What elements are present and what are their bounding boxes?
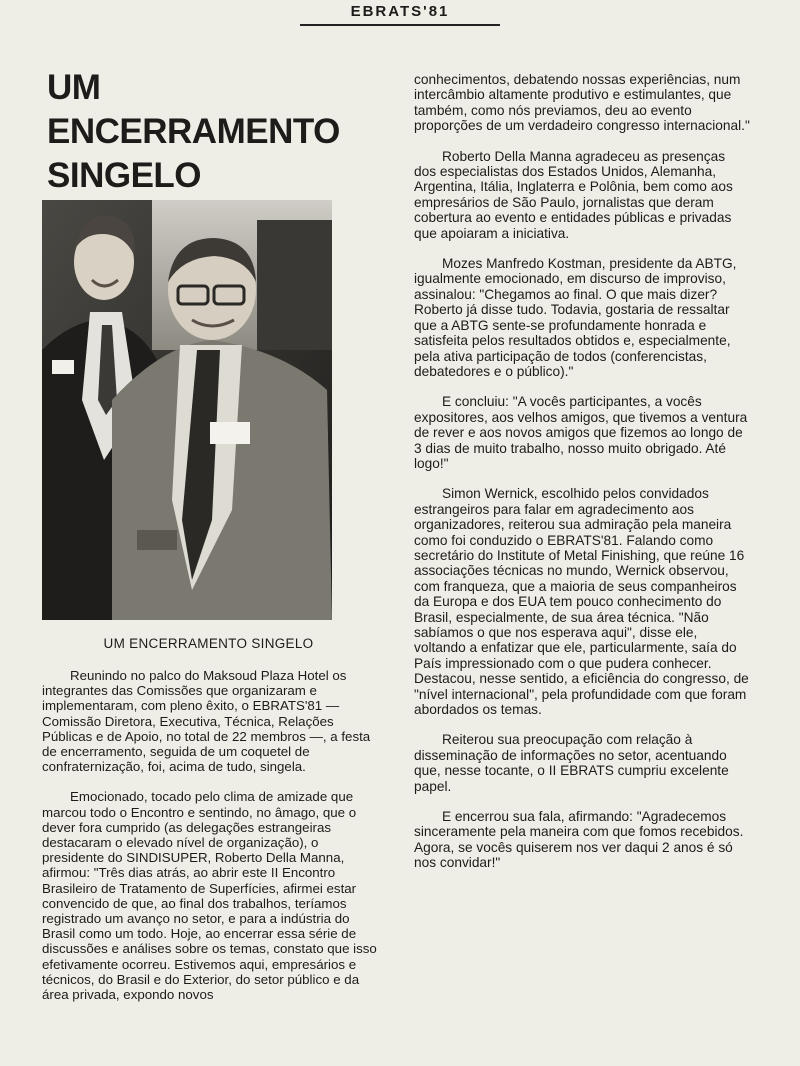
running-header: EBRATS'81 [300,0,500,26]
article-column-right [414,72,750,886]
paragraph: Emocionado, tocado pelo clima de amizade que marcou todo o Encontro e sentindo, no âmago, que o dever fora cumprido (as delegações estrangeiras destacaram o elevado nível de organização), o presidente do SINDISUPER, Roberto Della Manna, afirmou: "Três dias atrás, ao abrir este II Encontro Brasileiro de Tratamento de Superfícies, afirmei estar convencido de que, ao final dos trabalhos, teríamos registrado um avanço no setor, e para a indústria do Brasil como um todo. Hoje, ao encerrar essa série de discussões e análises sobre os temas, constato que isso efetivamente ocorreu. Estivemos aqui, empresários e técnicos, do Brasil e do Exterior, do setor público e da área privada, expondo novos [42,789,377,1003]
paragraph: Mozes Manfredo Kostman, presidente da ABTG, igualmente emocionado, em discurso de improviso, assinalou: "Chegamos ao final. O que mais dizer? Roberto já disse tudo. Todavia, gostaria de ressaltar que a ABTG sente-se profundamente honrada e satisfeita pelos resultados obtidos e, especialmente, pela ativa participação de todos (conferencistas, debatedores e o público)." [414,256,737,379]
paragraph: Reiterou sua preocupação com relação à disseminação de informações no setor, acentuando que, nesse tocante, o II EBRATS cumpriu excelente papel. [414,732,729,794]
two-men-photo-illustration [42,200,332,620]
paragraph: Reunindo no palco do Maksoud Plaza Hotel os integrantes das Comissões que organizaram e implementaram, com pleno êxito, o EBRATS'81 — Comissão Diretora, Executiva, Técnica, Relações Públicas e de Apoio, no total de 22 membros —, a festa de encerramento, seguida de um coquetel de confraternização, foi, acima de tudo, singela. [42,668,371,775]
article-column-left [42,668,379,1017]
paragraph: Roberto Della Manna agradeceu as presenças dos especialistas dos Estados Unidos, Alemanha, Argentina, Itália, Inglaterra e Polônia, bem como aos empresários de São Paulo, jornalistas que deram cobertura ao evento e entidades públicas e privadas que apoiaram a iniciativa. [414,148,733,241]
article-photo [42,200,332,620]
paragraph: E encerrou sua fala, afirmando: "Agradecemos sinceramente pela maneira com que fomos recebidos. Agora, se vocês quiserem nos ver daqui 2 anos é só nos convidar!" [414,809,744,871]
title-line-2: ENCERRAMENTO [47,112,340,151]
paragraph: Simon Wernick, escolhido pelos convidados estrangeiros para falar em agradecimento aos organizadores, reiterou sua admiração pela maneira como foi conduzido o EBRATS'81. Falando como secretário do Institute of Metal Finishing, que reúne 16 associações técnicas no mundo, Wernick observou, com franqueza, que a maioria de seus companheiros da Europa e dos EUA tem pouco conhecimento do Brasil, especialmente, de sua área técnica. "Não sabíamos o que nos esperava aqui", disse ele, voltando a enfatizar que ele, particularmente, saía do País impressionado com o que pudera conhecer. Destacou, nesse sentido, a eficiência do congresso, de "nível internacional", pela profundidade com que foram abordados os temas. [414,486,749,718]
title-line-1: UM [47,68,101,107]
article-title [47,66,377,198]
photo-caption: UM ENCERRAMENTO SINGELO [103,636,314,651]
paragraph: conhecimentos, debatendo nossas experiências, num intercâmbio altamente produtivo e estimulantes, que também, como nós previamos, deu ao evento proporções de um verdadeiro congresso internacional." [414,72,750,134]
title-line-3: SINGELO [47,156,202,195]
paragraph: E concluiu: "A vocês participantes, a vocês expositores, aos velhos amigos, que tivemos a ventura de rever e aos novos amigos que fizemos ao longo de 3 dias de muito trabalho, nosso muito obrigado. Até logo!" [414,394,748,471]
